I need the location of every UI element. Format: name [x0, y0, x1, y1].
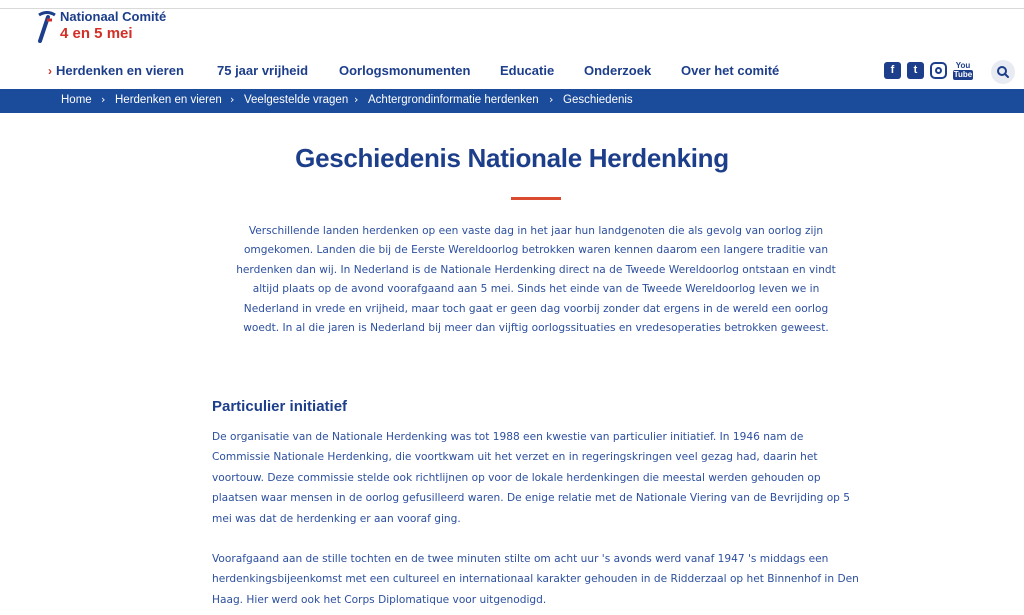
title-divider [511, 197, 561, 200]
breadcrumb-item-geschiedenis: Geschiedenis [563, 94, 633, 106]
main-navigation [0, 58, 1024, 86]
nav-item-75-jaar-vrijheid[interactable] [217, 63, 308, 78]
nav-item-oorlogsmonumenten[interactable] [339, 63, 470, 78]
breadcrumb-separator-icon: › [354, 93, 359, 106]
nav-item-label: Onderzoek [584, 63, 652, 78]
body-paragraph-1: De organisatie van de Nationale Herdenking was tot 1988 een kwestie van particulier initiatief. In 1946 nam de Commissie Nationale Herdenking, die voortkwam uit het verzet en in regeringskringen veel gezag had, daarin het voortouw. Deze commissie stelde ook richtlijnen op voor de lokale herdenkingen die meestal werden gehouden op plaatsen waar mensen in de oorlog gefusilleerd waren. De enige relatie met de Nationale Viering van de Bevrijding op 5 mei was dat de herdenking er aan vooraf ging. [212, 431, 851, 525]
youtube-icon-text-bottom: Tube [953, 70, 973, 79]
nav-item-label: 75 jaar vrijheid [217, 63, 309, 78]
logo-mark-icon [36, 11, 58, 43]
search-icon [991, 60, 1015, 84]
nav-item-label: Over het comité [681, 63, 780, 78]
breadcrumb-separator-icon: › [549, 93, 554, 106]
nav-item-label: Educatie [500, 63, 555, 78]
breadcrumb-item-home[interactable]: Home [61, 94, 92, 106]
breadcrumb-item-veelgestelde-vragen[interactable]: Veelgestelde vragen [244, 94, 349, 106]
nav-item-label: Oorlogsmonumenten [339, 63, 471, 78]
facebook-icon[interactable]: f [884, 62, 901, 79]
youtube-icon[interactable] [953, 61, 973, 81]
browser-top-divider [0, 0, 1024, 9]
site-logo[interactable] [36, 9, 206, 43]
nav-item-herdenken-en-vieren[interactable] [48, 63, 184, 78]
logo-text-line2: 4 en 5 mei [60, 25, 133, 42]
nav-active-chevron-icon: › [48, 64, 52, 78]
page-title: Geschiedenis Nationale Herdenking [295, 143, 729, 173]
nav-item-onderzoek[interactable] [584, 63, 651, 78]
nav-item-educatie[interactable] [500, 63, 554, 78]
twitter-icon[interactable]: t [907, 62, 924, 79]
breadcrumb-separator-icon: › [101, 93, 106, 106]
breadcrumb-separator-icon: › [230, 93, 235, 106]
breadcrumb-item-achtergrondinformatie[interactable]: Achtergrondinformatie herdenken [368, 94, 539, 106]
logo-text-line1: Nationaal Comité [60, 9, 167, 24]
youtube-icon-text-top: You [955, 61, 971, 70]
body-paragraph-2: Voorafgaand aan de stille tochten en de twee minuten stilte om acht uur 's avonds werd vanaf 1947 's middags een herdenkingsbijeenkomst met een cultureel en internationaal karakter gehouden in de Ridderzaal op het Binnenhof in Den Haag. Hier werd ook het Corps Diplomatique voor uitgenodigd. [212, 553, 859, 606]
search-button[interactable] [991, 60, 1015, 84]
breadcrumb-item-herdenken-en-vieren[interactable]: Herdenken en vieren [115, 94, 222, 106]
breadcrumb [0, 89, 1024, 113]
intro-paragraph: Verschillende landen herdenken op een vaste dag in het jaar hun landgenoten die als gevolg van oorlog zijn omgekomen. Landen die bij de Eerste Wereldoorlog betrokken waren kennen daarom een langere traditie van herdenken dan wij. In Nederland is de Nationale Herdenking direct na de Tweede Wereldoorlog ontstaan en vindt altijd plaats op de avond voorafgaand aan 5 mei. Sinds het einde van de Tweede Wereldoorlog leven we in Nederland in vrede en vrijheid, maar toch gaat er geen dag voorbij zonder dat ergens in de wereld een oorlog woedt. In al die jaren is Nederland bij meer dan vijftig oorlogssituaties en vredesoperaties betrokken geweest. [236, 225, 836, 335]
instagram-icon[interactable] [930, 62, 947, 79]
section-heading: Particulier initiatief [212, 398, 348, 415]
nav-item-label: Herdenken en vieren [56, 63, 184, 78]
nav-item-over-het-comite[interactable] [681, 63, 779, 78]
